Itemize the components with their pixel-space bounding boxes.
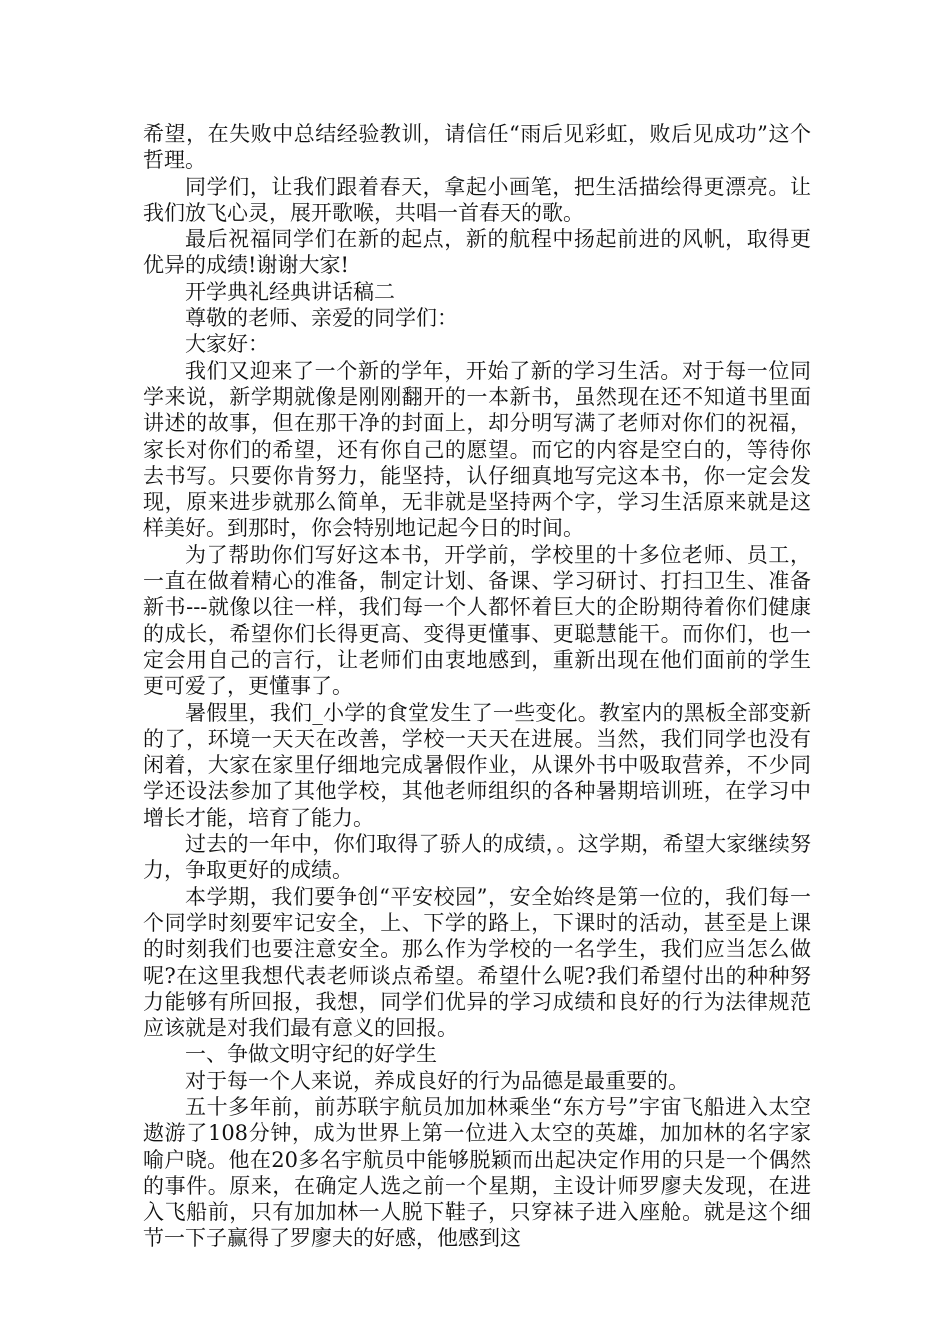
paragraph: 为了帮助你们写好这本书，开学前，学校里的十多位老师、员工，一直在做着精心的准备，制定计划、备课、学习研讨、打扫卫生、准备新书---就像以往一样，我们每一个人都怀着巨大的企盼期待着你们健康的成长，希望你们长得更高、变得更懂事、更聪慧能干。而你们，也一定会用自己的言行，让老师们由衷地感到，重新出现在他们面前的学生更可爱了，更懂事了。 (143, 542, 811, 699)
salutation: 尊敬的老师、亲爱的同学们： (185, 306, 458, 331)
section-title: 开学典礼经典讲话稿二 (185, 279, 395, 304)
document-body (143, 121, 811, 1252)
greeting: 大家好： (185, 332, 269, 357)
paragraph: 暑假里，我们_小学的食堂发生了一些变化。教室内的黑板全部变新的了，环境一天天在改善，学校一天天在进展。当然，我们同学也没有闲着，大家在家里仔细地完成暑假作业，从课外书中吸取营养，不少同学还设法参加了其他学校，其他老师组织的各种暑期培训班，在学习中增长才能，培育了能力。 (143, 700, 811, 830)
paragraph: 同学们，让我们跟着春天，拿起小画笔，把生活描绘得更漂亮。让我们放飞心灵，展开歌喉，共唱一首春天的歌。 (143, 174, 811, 225)
paragraph: 过去的一年中，你们取得了骄人的成绩，。这学期，希望大家继续努力，争取更好的成绩。 (143, 832, 811, 883)
paragraph: 希望，在失败中总结经验教训，请信任“雨后见彩虹，败后见成功”这个哲理。 (143, 122, 811, 173)
paragraph: 本学期，我们要争创“平安校园”，安全始终是第一位的，我们每一个同学时刻要牢记安全，上、下学的路上，下课时的活动，甚至是上课的时刻我们也要注意安全。那么作为学校的一名学生，我们应当怎么做呢?在这里我想代表老师谈点希望。希望什么呢?我们希望付出的种种努力能够有所回报，我想，同学们优异的学习成绩和良好的行为法律规范应该就是对我们最有意义的回报。 (143, 884, 811, 1041)
paragraph: 五十多年前，前苏联宇航员加加林乘坐“东方号”宇宙飞船进入太空遨游了108分钟，成为世界上第一位进入太空的英雄，加加林的名字家喻户晓。他在20多名宇航员中能够脱颖而出起决定作用的只是一个偶然的事件。原来，在确定人选之前一个星期，主设计师罗廖夫发现，在进入飞船前，只有加加林一人脱下鞋子，只穿袜子进入座舱。就是这个细节一下子赢得了罗廖夫的好感，他感到这 (143, 1094, 811, 1251)
paragraph: 对于每一个人来说，养成良好的行为品德是最重要的。 (185, 1068, 689, 1093)
subheading: 一、争做文明守纪的好学生 (185, 1042, 437, 1067)
paragraph: 最后祝福同学们在新的起点，新的航程中扬起前进的风帆，取得更优异的成绩!谢谢大家! (143, 227, 811, 278)
paragraph: 我们又迎来了一个新的学年，开始了新的学习生活。对于每一位同学来说，新学期就像是刚刚翻开的一本新书，虽然现在还不知道书里面讲述的故事，但在那干净的封面上，却分明写满了老师对你们的祝福，家长对你们的希望，还有你自己的愿望。而它的内容是空白的，等待你去书写。只要你肯努力，能坚持，认仔细真地写完这本书，你一定会发现，原来进步就那么简单，无非就是坚持两个字，学习生活原来就是这样美好。到那时，你会特别地记起今日的时间。 (143, 358, 811, 541)
